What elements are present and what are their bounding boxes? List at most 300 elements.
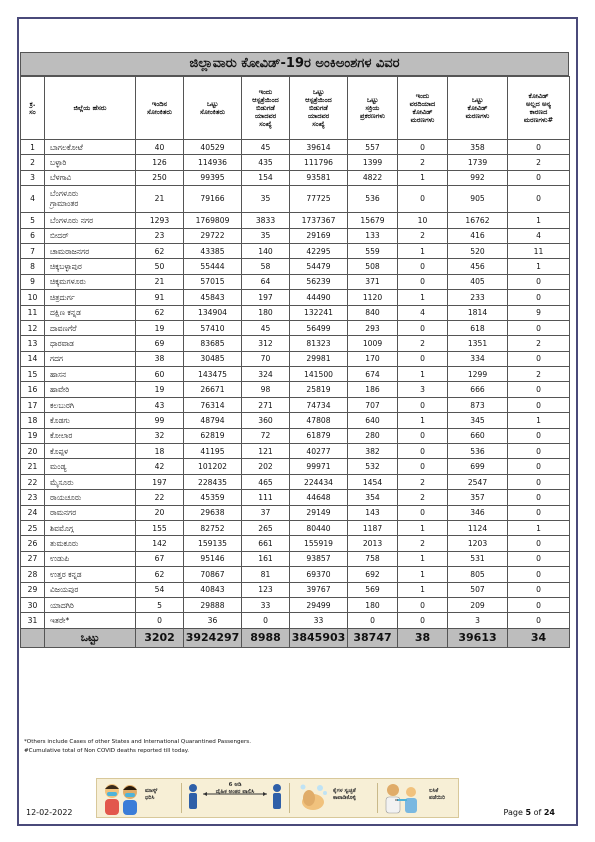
col-header-today-deaths: ಇಂದು ವರದಿಯಾದ ಕೋವಿಡ್ ಮರಣಗಳು bbox=[398, 77, 448, 140]
serial-cell: 3 bbox=[21, 170, 45, 185]
non-covid-deaths: 0 bbox=[508, 444, 570, 459]
today-cases: 142 bbox=[136, 536, 184, 551]
today-deaths: 0 bbox=[398, 444, 448, 459]
active-cases: 133 bbox=[348, 228, 398, 243]
district-name: ಕೊಪ್ಪಳ bbox=[45, 444, 136, 459]
today-discharged: 33 bbox=[242, 597, 290, 612]
total-cases: 134904 bbox=[184, 305, 242, 320]
serial-cell: 1 bbox=[21, 140, 45, 155]
col-header-total-deaths: ಒಟ್ಟು ಕೋವಿಡ್ ಮರಣಗಳು bbox=[448, 77, 508, 140]
total-deaths: 660 bbox=[448, 428, 508, 443]
total-cases: 143475 bbox=[184, 367, 242, 382]
footnote-non-covid: #Cumulative total of Non COVID deaths reported till today. bbox=[24, 748, 190, 754]
district-name: ಯಾದಗಿರಿ bbox=[45, 597, 136, 612]
total-discharged: 69370 bbox=[290, 567, 348, 582]
today-deaths: 2 bbox=[398, 228, 448, 243]
page-prefix: Page bbox=[503, 808, 523, 817]
total-discharged: 3845903 bbox=[290, 628, 348, 647]
serial-cell: 17 bbox=[21, 397, 45, 412]
total-discharged: 29981 bbox=[290, 351, 348, 366]
total-deaths: 531 bbox=[448, 551, 508, 566]
today-deaths: 2 bbox=[398, 536, 448, 551]
table-row bbox=[21, 536, 570, 551]
total-discharged: 93581 bbox=[290, 170, 348, 185]
today-deaths: 0 bbox=[398, 613, 448, 628]
district-name: ತುಮಕೂರು bbox=[45, 536, 136, 551]
total-discharged: 80440 bbox=[290, 520, 348, 535]
banner-label-handwash: ಕೈಗಳ ಸ್ವಚ್ಛತೆ ಕಾಪಾಡಿಕೊಳ್ಳಿ bbox=[333, 788, 356, 801]
total-deaths: 416 bbox=[448, 228, 508, 243]
footer-date: 12-02-2022 bbox=[26, 808, 73, 817]
active-cases: 0 bbox=[348, 613, 398, 628]
today-deaths: 1 bbox=[398, 551, 448, 566]
total-discharged: 39767 bbox=[290, 582, 348, 597]
total-deaths: 334 bbox=[448, 351, 508, 366]
table-row bbox=[21, 459, 570, 474]
banner-divider bbox=[377, 783, 378, 813]
active-cases: 569 bbox=[348, 582, 398, 597]
district-name: ಹಾವೇರಿ bbox=[45, 382, 136, 397]
today-deaths: 1 bbox=[398, 582, 448, 597]
district-name: ರಾಮನಗರ bbox=[45, 505, 136, 520]
non-covid-deaths: 0 bbox=[508, 186, 570, 213]
table-row bbox=[21, 474, 570, 489]
total-cases: 228435 bbox=[184, 474, 242, 489]
total-cases: 3924297 bbox=[184, 628, 242, 647]
table-row bbox=[21, 336, 570, 351]
today-discharged: 72 bbox=[242, 428, 290, 443]
total-discharged: 44490 bbox=[290, 290, 348, 305]
district-name: ಚಾಮರಾಜನಗರ bbox=[45, 243, 136, 258]
non-covid-deaths: 2 bbox=[508, 336, 570, 351]
today-deaths: 0 bbox=[398, 186, 448, 213]
total-cases: 29888 bbox=[184, 597, 242, 612]
active-cases: 640 bbox=[348, 413, 398, 428]
district-name: ಬೆಂಗಳೂರು ಗ್ರಾಮಾಂತರ bbox=[45, 186, 136, 213]
serial-cell: 31 bbox=[21, 613, 45, 628]
total-discharged: 25819 bbox=[290, 382, 348, 397]
today-cases: 62 bbox=[136, 567, 184, 582]
table-header-row bbox=[21, 77, 570, 140]
total-serial-cell bbox=[21, 628, 45, 647]
district-name: ಬೆಳಗಾವಿ bbox=[45, 170, 136, 185]
district-name: ಚಿಕ್ಕಮಗಳೂರು bbox=[45, 274, 136, 289]
non-covid-deaths: 1 bbox=[508, 413, 570, 428]
table-row bbox=[21, 155, 570, 170]
today-discharged: 3833 bbox=[242, 213, 290, 228]
today-deaths: 0 bbox=[398, 459, 448, 474]
serial-cell: 2 bbox=[21, 155, 45, 170]
today-discharged: 324 bbox=[242, 367, 290, 382]
non-covid-deaths: 11 bbox=[508, 243, 570, 258]
total-discharged: 141500 bbox=[290, 367, 348, 382]
active-cases: 170 bbox=[348, 351, 398, 366]
total-discharged: 47808 bbox=[290, 413, 348, 428]
total-discharged: 74734 bbox=[290, 397, 348, 412]
district-name: ದಾವಣಗೆರೆ bbox=[45, 320, 136, 335]
serial-cell: 9 bbox=[21, 274, 45, 289]
total-discharged: 56499 bbox=[290, 320, 348, 335]
serial-cell: 18 bbox=[21, 413, 45, 428]
today-deaths: 1 bbox=[398, 290, 448, 305]
district-name: ಗದಗ bbox=[45, 351, 136, 366]
today-deaths: 2 bbox=[398, 490, 448, 505]
today-cases: 19 bbox=[136, 382, 184, 397]
total-deaths: 346 bbox=[448, 505, 508, 520]
today-cases: 38 bbox=[136, 351, 184, 366]
district-name: ಬೆಂಗಳೂರು ನಗರ bbox=[45, 213, 136, 228]
today-discharged: 35 bbox=[242, 186, 290, 213]
today-deaths: 1 bbox=[398, 170, 448, 185]
total-deaths: 805 bbox=[448, 567, 508, 582]
total-cases: 41195 bbox=[184, 444, 242, 459]
today-cases: 62 bbox=[136, 243, 184, 258]
non-covid-deaths: 0 bbox=[508, 351, 570, 366]
non-covid-deaths: 0 bbox=[508, 474, 570, 489]
non-covid-deaths: 0 bbox=[508, 382, 570, 397]
total-cases: 114936 bbox=[184, 155, 242, 170]
today-deaths: 3 bbox=[398, 382, 448, 397]
serial-cell: 22 bbox=[21, 474, 45, 489]
today-discharged: 271 bbox=[242, 397, 290, 412]
active-cases: 2013 bbox=[348, 536, 398, 551]
today-deaths: 0 bbox=[398, 397, 448, 412]
today-deaths: 1 bbox=[398, 413, 448, 428]
today-deaths: 2 bbox=[398, 155, 448, 170]
page-number bbox=[504, 808, 555, 817]
total-discharged: 44648 bbox=[290, 490, 348, 505]
today-deaths: 0 bbox=[398, 274, 448, 289]
district-name: ದಕ್ಷಿಣ ಕನ್ನಡ bbox=[45, 305, 136, 320]
serial-cell: 28 bbox=[21, 567, 45, 582]
table-row bbox=[21, 582, 570, 597]
total-deaths: 992 bbox=[448, 170, 508, 185]
total-discharged: 111796 bbox=[290, 155, 348, 170]
serial-cell: 20 bbox=[21, 444, 45, 459]
active-cases: 143 bbox=[348, 505, 398, 520]
table-row bbox=[21, 567, 570, 582]
table-row bbox=[21, 259, 570, 274]
today-cases: 43 bbox=[136, 397, 184, 412]
today-cases: 20 bbox=[136, 505, 184, 520]
active-cases: 1187 bbox=[348, 520, 398, 535]
total-deaths: 1299 bbox=[448, 367, 508, 382]
today-deaths: 1 bbox=[398, 520, 448, 535]
table-row bbox=[21, 320, 570, 335]
table-row bbox=[21, 397, 570, 412]
total-cases: 57015 bbox=[184, 274, 242, 289]
today-cases: 40 bbox=[136, 140, 184, 155]
today-cases: 50 bbox=[136, 259, 184, 274]
total-cases: 83685 bbox=[184, 336, 242, 351]
total-discharged: 93857 bbox=[290, 551, 348, 566]
today-discharged: 111 bbox=[242, 490, 290, 505]
non-covid-deaths: 0 bbox=[508, 597, 570, 612]
total-discharged: 39614 bbox=[290, 140, 348, 155]
district-name: ಧಾರವಾಡ bbox=[45, 336, 136, 351]
today-cases: 19 bbox=[136, 320, 184, 335]
total-discharged: 29169 bbox=[290, 228, 348, 243]
active-cases: 1009 bbox=[348, 336, 398, 351]
col-header-total-discharged: ಒಟ್ಟು ಆಸ್ಪತ್ರೆಯಿಂದ ಬಿಡುಗಡೆ ಯಾದವರ ಸಂಖ್ಯೆ bbox=[290, 77, 348, 140]
total-cases: 45359 bbox=[184, 490, 242, 505]
table-row bbox=[21, 170, 570, 185]
today-deaths: 1 bbox=[398, 243, 448, 258]
total-cases: 57410 bbox=[184, 320, 242, 335]
district-name: ಕೊಡಗು bbox=[45, 413, 136, 428]
serial-cell: 23 bbox=[21, 490, 45, 505]
active-cases: 536 bbox=[348, 186, 398, 213]
district-name: ಉತ್ತರ ಕನ್ನಡ bbox=[45, 567, 136, 582]
total-cases: 29722 bbox=[184, 228, 242, 243]
banner-item-vaccine bbox=[381, 779, 457, 817]
total-cases: 36 bbox=[184, 613, 242, 628]
serial-cell: 16 bbox=[21, 382, 45, 397]
today-cases: 69 bbox=[136, 336, 184, 351]
today-deaths: 2 bbox=[398, 474, 448, 489]
serial-cell: 19 bbox=[21, 428, 45, 443]
active-cases: 559 bbox=[348, 243, 398, 258]
banner-item-handwash bbox=[295, 779, 375, 817]
active-cases: 840 bbox=[348, 305, 398, 320]
total-discharged: 99971 bbox=[290, 459, 348, 474]
serial-cell: 8 bbox=[21, 259, 45, 274]
today-discharged: 45 bbox=[242, 140, 290, 155]
total-discharged: 155919 bbox=[290, 536, 348, 551]
today-cases: 54 bbox=[136, 582, 184, 597]
today-discharged: 161 bbox=[242, 551, 290, 566]
table-row bbox=[21, 243, 570, 258]
total-deaths: 536 bbox=[448, 444, 508, 459]
total-deaths: 1739 bbox=[448, 155, 508, 170]
today-cases: 21 bbox=[136, 274, 184, 289]
col-header-non-covid-deaths: ಕೋವಿಡ್ ಅಲ್ಲದ ಅನ್ಯ ಕಾರಣದ ಮರಣಗಳು# bbox=[508, 77, 570, 140]
total-deaths: 3 bbox=[448, 613, 508, 628]
today-deaths: 0 bbox=[398, 597, 448, 612]
banner-label-distance: 6 ಅಡಿ ದೈಹಿಕ ಅಂತರ ಪಾಲಿಸಿ bbox=[215, 782, 255, 795]
safety-banner bbox=[96, 778, 459, 818]
district-name: ಉಡುಪಿ bbox=[45, 551, 136, 566]
today-discharged: 360 bbox=[242, 413, 290, 428]
total-cases: 62819 bbox=[184, 428, 242, 443]
non-covid-deaths: 0 bbox=[508, 505, 570, 520]
total-deaths: 345 bbox=[448, 413, 508, 428]
non-covid-deaths: 1 bbox=[508, 213, 570, 228]
table-row bbox=[21, 428, 570, 443]
col-header-active-cases: ಒಟ್ಟು ಸಕ್ರಿಯ ಪ್ರಕರಣಗಳು bbox=[348, 77, 398, 140]
serial-cell: 27 bbox=[21, 551, 45, 566]
serial-cell: 10 bbox=[21, 290, 45, 305]
today-discharged: 123 bbox=[242, 582, 290, 597]
today-deaths: 1 bbox=[398, 367, 448, 382]
today-discharged: 180 bbox=[242, 305, 290, 320]
active-cases: 758 bbox=[348, 551, 398, 566]
today-cases: 5 bbox=[136, 597, 184, 612]
serial-cell: 4 bbox=[21, 186, 45, 213]
total-active: 38747 bbox=[348, 628, 398, 647]
today-deaths: 0 bbox=[398, 259, 448, 274]
today-discharged: 202 bbox=[242, 459, 290, 474]
district-name: ಇತರೇ* bbox=[45, 613, 136, 628]
total-discharged: 77725 bbox=[290, 186, 348, 213]
total-cases: 99395 bbox=[184, 170, 242, 185]
col-header-total-cases: ಒಟ್ಟು ಸೋಂಕಿತರು bbox=[184, 77, 242, 140]
district-name: ವಿಜಯಪುರ bbox=[45, 582, 136, 597]
total-cases: 1769809 bbox=[184, 213, 242, 228]
total-discharged: 61879 bbox=[290, 428, 348, 443]
today-cases: 18 bbox=[136, 444, 184, 459]
total-today-deaths: 38 bbox=[398, 628, 448, 647]
today-cases: 62 bbox=[136, 305, 184, 320]
serial-cell: 25 bbox=[21, 520, 45, 535]
district-name: ಮೈಸೂರು bbox=[45, 474, 136, 489]
non-covid-deaths: 0 bbox=[508, 582, 570, 597]
table-row bbox=[21, 140, 570, 155]
today-cases: 21 bbox=[136, 186, 184, 213]
serial-cell: 24 bbox=[21, 505, 45, 520]
today-discharged: 465 bbox=[242, 474, 290, 489]
today-discharged: 64 bbox=[242, 274, 290, 289]
today-cases: 32 bbox=[136, 428, 184, 443]
district-name: ಕಲಬುರಗಿ bbox=[45, 397, 136, 412]
table-row bbox=[21, 290, 570, 305]
total-label: ಒಟ್ಟು bbox=[45, 628, 136, 647]
today-discharged: 661 bbox=[242, 536, 290, 551]
non-covid-deaths: 4 bbox=[508, 228, 570, 243]
table-row bbox=[21, 213, 570, 228]
total-deaths: 1203 bbox=[448, 536, 508, 551]
total-deaths: 1124 bbox=[448, 520, 508, 535]
today-cases: 67 bbox=[136, 551, 184, 566]
total-discharged: 56239 bbox=[290, 274, 348, 289]
total-deaths: 1814 bbox=[448, 305, 508, 320]
district-name: ಚಿಕ್ಕಬಳ್ಳಾಪುರ bbox=[45, 259, 136, 274]
total-discharged: 29499 bbox=[290, 597, 348, 612]
serial-cell: 15 bbox=[21, 367, 45, 382]
total-discharged: 54479 bbox=[290, 259, 348, 274]
today-cases: 42 bbox=[136, 459, 184, 474]
non-covid-deaths: 0 bbox=[508, 613, 570, 628]
vaccine-icon bbox=[381, 780, 425, 816]
today-deaths: 4 bbox=[398, 305, 448, 320]
today-cases: 126 bbox=[136, 155, 184, 170]
serial-cell: 12 bbox=[21, 320, 45, 335]
today-discharged: 81 bbox=[242, 567, 290, 582]
total-deaths: 905 bbox=[448, 186, 508, 213]
non-covid-deaths: 0 bbox=[508, 397, 570, 412]
table-row bbox=[21, 305, 570, 320]
total-cases: 70867 bbox=[184, 567, 242, 582]
total-cases: 79166 bbox=[184, 186, 242, 213]
non-covid-deaths: 0 bbox=[508, 428, 570, 443]
total-deaths: 456 bbox=[448, 259, 508, 274]
page-current: 5 bbox=[525, 808, 532, 817]
serial-cell: 29 bbox=[21, 582, 45, 597]
total-deaths: 873 bbox=[448, 397, 508, 412]
total-cases: 45843 bbox=[184, 290, 242, 305]
total-today-discharged: 8988 bbox=[242, 628, 290, 647]
district-stats-table bbox=[20, 76, 570, 648]
today-discharged: 70 bbox=[242, 351, 290, 366]
total-deaths: 520 bbox=[448, 243, 508, 258]
total-row bbox=[21, 628, 570, 647]
total-discharged: 1737367 bbox=[290, 213, 348, 228]
serial-cell: 26 bbox=[21, 536, 45, 551]
total-deaths: 357 bbox=[448, 490, 508, 505]
serial-cell: 7 bbox=[21, 243, 45, 258]
total-cases: 76314 bbox=[184, 397, 242, 412]
today-cases: 0 bbox=[136, 613, 184, 628]
total-deaths: 1351 bbox=[448, 336, 508, 351]
today-discharged: 121 bbox=[242, 444, 290, 459]
non-covid-deaths: 2 bbox=[508, 155, 570, 170]
non-covid-deaths: 0 bbox=[508, 170, 570, 185]
district-name: ಹಾಸನ bbox=[45, 367, 136, 382]
total-discharged: 224434 bbox=[290, 474, 348, 489]
today-cases: 250 bbox=[136, 170, 184, 185]
total-cases: 82752 bbox=[184, 520, 242, 535]
today-cases: 91 bbox=[136, 290, 184, 305]
col-header-today-discharged: ಇಂದು ಆಸ್ಪತ್ರೆಯಿಂದ ಬಿಡುಗಡೆ ಯಾದವರ ಸಂಖ್ಯೆ bbox=[242, 77, 290, 140]
serial-cell: 5 bbox=[21, 213, 45, 228]
total-deaths: 699 bbox=[448, 459, 508, 474]
active-cases: 1399 bbox=[348, 155, 398, 170]
today-discharged: 0 bbox=[242, 613, 290, 628]
serial-cell: 13 bbox=[21, 336, 45, 351]
today-cases: 60 bbox=[136, 367, 184, 382]
today-deaths: 0 bbox=[398, 351, 448, 366]
table-row bbox=[21, 382, 570, 397]
today-cases: 197 bbox=[136, 474, 184, 489]
serial-cell: 30 bbox=[21, 597, 45, 612]
table-row bbox=[21, 520, 570, 535]
total-cases: 40529 bbox=[184, 140, 242, 155]
active-cases: 707 bbox=[348, 397, 398, 412]
active-cases: 180 bbox=[348, 597, 398, 612]
non-covid-deaths: 0 bbox=[508, 536, 570, 551]
today-discharged: 45 bbox=[242, 320, 290, 335]
mask-people-icon bbox=[101, 780, 141, 816]
active-cases: 692 bbox=[348, 567, 398, 582]
hand-wash-icon bbox=[295, 780, 331, 816]
table-row bbox=[21, 351, 570, 366]
active-cases: 382 bbox=[348, 444, 398, 459]
today-discharged: 58 bbox=[242, 259, 290, 274]
total-deaths: 2547 bbox=[448, 474, 508, 489]
total-deaths: 209 bbox=[448, 597, 508, 612]
banner-divider bbox=[289, 783, 290, 813]
total-deaths: 618 bbox=[448, 320, 508, 335]
non-covid-deaths: 0 bbox=[508, 140, 570, 155]
today-deaths: 0 bbox=[398, 320, 448, 335]
page-of: of bbox=[533, 808, 542, 817]
serial-cell: 14 bbox=[21, 351, 45, 366]
active-cases: 1454 bbox=[348, 474, 398, 489]
table-row bbox=[21, 613, 570, 628]
active-cases: 280 bbox=[348, 428, 398, 443]
today-cases: 1293 bbox=[136, 213, 184, 228]
today-discharged: 265 bbox=[242, 520, 290, 535]
total-discharged: 42295 bbox=[290, 243, 348, 258]
total-discharged: 40277 bbox=[290, 444, 348, 459]
table-row bbox=[21, 274, 570, 289]
district-name: ಬೀದರ್ bbox=[45, 228, 136, 243]
active-cases: 557 bbox=[348, 140, 398, 155]
total-cases: 26671 bbox=[184, 382, 242, 397]
active-cases: 15679 bbox=[348, 213, 398, 228]
total-deaths: 16762 bbox=[448, 213, 508, 228]
non-covid-deaths: 1 bbox=[508, 520, 570, 535]
